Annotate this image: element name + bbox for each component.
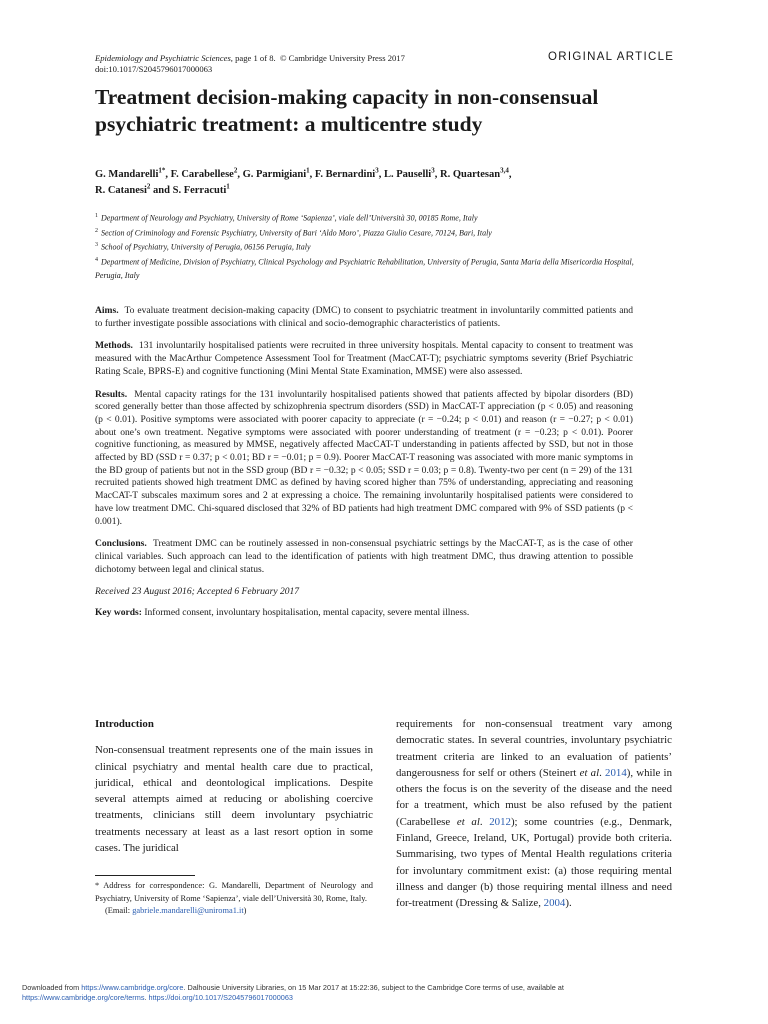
author: G. Parmigiani$^1$ — [242, 166, 310, 180]
body-left-column — [95, 716, 373, 856]
body-right-column — [396, 716, 672, 912]
correspondence-email-link[interactable]: gabriele.mandarelli@uniroma1.it — [132, 906, 244, 916]
abstract-aims: Aims. To evaluate treatment decision-making capacity (DMC) to consent to psychiatric treatment in involuntarily committed patients and to further investigate possible associations with clinical and socio-demographic characteristics of patients. — [95, 305, 633, 329]
citation-link-steinert[interactable]: 2014 — [605, 766, 627, 779]
copyright: © Cambridge University Press 2017 — [279, 53, 405, 63]
article-title: Treatment decision-making capacity in non-consensual psychiatric treatment: a multicentre study — [95, 85, 599, 136]
author: F. Carabellese$^2$ — [170, 166, 238, 180]
journal-name: Epidemiology and Psychiatric Sciences — [95, 53, 231, 63]
journal-citation — [95, 53, 405, 64]
author: R. Catanesi$^2$ — [95, 182, 151, 196]
affiliation: $^4$ Department of Medicine, Division of Psychiatry, Clinical Psychology and Psychiatric Rehabilitation, University of Perugia, Santa Maria della Misericordia Hospital, Perugia, Italy — [95, 256, 634, 280]
abstract-methods: Methods. 131 involuntarily hospitalised patients were recruited in three university hospitals. Mental capacity to consent to treatment was measured with the MacArthur Competence Assessment Tool for Treatment (MacCAT-T); psychiatric symptoms severity (Brief Psychiatric Rating Scale, BPRS-E) and cognitive functioning (Mini Mental State Examination, MMSE) were also assessed. — [95, 340, 634, 377]
page-info: , page 1 of 8. — [230, 53, 276, 63]
affiliation: $^1$ Department of Neurology and Psychiatry, University of Rome ‘Sapienza’, viale dell’Università 30, 00185 Rome, Italy — [95, 213, 478, 223]
terms-link[interactable]: https://www.cambridge.org/core/terms — [22, 993, 145, 1002]
received-accepted-dates: Received 23 August 2016; Accepted 6 February 2017 — [95, 586, 300, 598]
paragraph: Non-consensual treatment represents one of the main issues in clinical psychiatry and mental health care due to practical, juridical, ethical and deontological implications. Despite several attempts aimed at reducing or abolishing coercive treatments, clinicians still deem involuntary psychiatric treatments necessary at least as a last resort option in some cases. The juridical — [95, 744, 373, 855]
abstract — [95, 305, 633, 630]
doi-link[interactable]: https://doi.org/10.1017/S2045796017000063 — [148, 993, 293, 1002]
citation-link-dressing[interactable]: 2004 — [543, 897, 566, 910]
author: S. Ferracuti$^1$ — [172, 182, 230, 196]
section-label: ORIGINAL ARTICLE — [548, 51, 675, 63]
affiliation: $^3$ School of Psychiatry, University of Perugia, 06156 Perugia, Italy — [95, 242, 311, 252]
citation-link-carabellese[interactable]: 2012 — [489, 815, 511, 828]
core-link[interactable]: https://www.cambridge.org/core — [81, 983, 184, 992]
abstract-results: Results. Mental capacity ratings for the 131 involuntarily hospitalised patients showed that patients affected by bipolar disorders (BD) scored generally better than those affected by schizophrenia spectrum disorders (SSD) in MacCAT-T appreciation (p < 0.05) and reasoning (p < 0.01). Positive symptoms were associated with poorer capacity to appreciate (r = −0.24; p < 0.01) and reason (r = −0.27; p < 0.01) about one’s own treatment. Negative symptoms were associated with poorer understanding of treatment (r = −0.23; p < 0.01). Poorer cognitive functioning, as measured by MMSE, negatively affected MacCAT-T understanding in patients affected by SSD, but not in those affected by BD (SSD r = 0.37; p < 0.01; BD r = −0.01; p = 0.9). Poorer MacCAT-T reasoning was associated with more manic symptoms in the BD group of patients but not in the SSD group (BD r = −0.32; p < 0.05; SSD r = 0.03; p = 0.8). Twenty-two per cent (n = 29) of the 131 recruited patients showed high treatment DMC as defined by having scored higher than 75% of understanding, appreciating and reasoning MacCAT-T subscales maximum sores and 2 at expressing a choice. The remaining involuntarily hospitalised patients were considered to have low treatment DMC. Chi-squared disclosed that 32% of BD patients had high treatment DMC compared with 9% of SSD patients (p < 0.001). — [95, 388, 633, 527]
section-heading-introduction: Introduction — [95, 718, 154, 730]
keywords: Key words: Informed consent, involuntary hospitalisation, mental capacity, severe mental illness. — [95, 607, 470, 619]
download-notice: Downloaded from https://www.cambridge.org/core. Dalhousie University Libraries, on 15 Mar 2017 at 15:22:36, subject to the Cambridge Core terms of use, available at https://www.cambridge.org/core/terms. https://doi.org/10.1017/S2045796017000063 — [22, 983, 564, 1002]
author: F. Bernardini$^3$ — [314, 166, 379, 180]
doi: doi:10.1017/S2045796017000063 — [95, 64, 213, 74]
author: G. Mandarelli$^{1*}$ — [95, 166, 166, 180]
author: R. Quartesan$^{3,4}$ — [439, 166, 509, 180]
footnote-divider — [95, 875, 195, 876]
author: L. Pauselli$^3$ — [383, 166, 435, 180]
affiliation: $^2$ Section of Criminology and Forensic Psychiatry, University of Bari ‘Aldo Moro’, Piazza Giulio Cesare, 70124, Bari, Italy — [95, 227, 492, 238]
correspondence-footnote: * Address for correspondence: G. Mandarelli, Department of Neurology and Psychiatry, University of Rome ‘Sapienza’, viale dell’Università 30, Rome, Italy. (Email: gabriele.mandarelli@uniroma1.it) — [95, 881, 373, 916]
author-list: G. Mandarelli$^{1*}$, F. Carabellese$^2$, G. Parmigiani$^1$, F. Bernardini$^3$, L. Pauselli$^3$, R. Quartesan$^{3,4}$, R. Catanesi$^2$ and S. Ferracuti$^1$ — [95, 166, 512, 196]
affiliations — [95, 210, 655, 282]
paragraph: requirements for non-consensual treatment vary among democratic states. In several countries, involuntary psychiatric treatment criteria are linked to an evaluation of patients’ dangerousness for self or others (Steinert et al. 2014), while in others the focus is on the severity of the disease and the need for a treatment, which must be also refused by the patient (Carabellese et al. 2012); some countries (e.g., Denmark, Finland, Greece, Ireland, UK, Portugal) provide both criteria. Summarising, two types of Mental Health regulations criteria for involuntary commitment exist: (a) those requiring mental illness and danger (b) those requiring mental illness and need for-treatment (Dressing & Salize, 2004). — [396, 718, 672, 910]
abstract-conclusions: Conclusions. Treatment DMC can be routinely assessed in non-consensual psychiatric settings by the MacCAT-T, as is the case of other clinical variables. Such approach can lead to the identification of patients with high treatment DMC, thus drawing attention to possible dichotomy between legal and clinical status. — [95, 538, 633, 575]
